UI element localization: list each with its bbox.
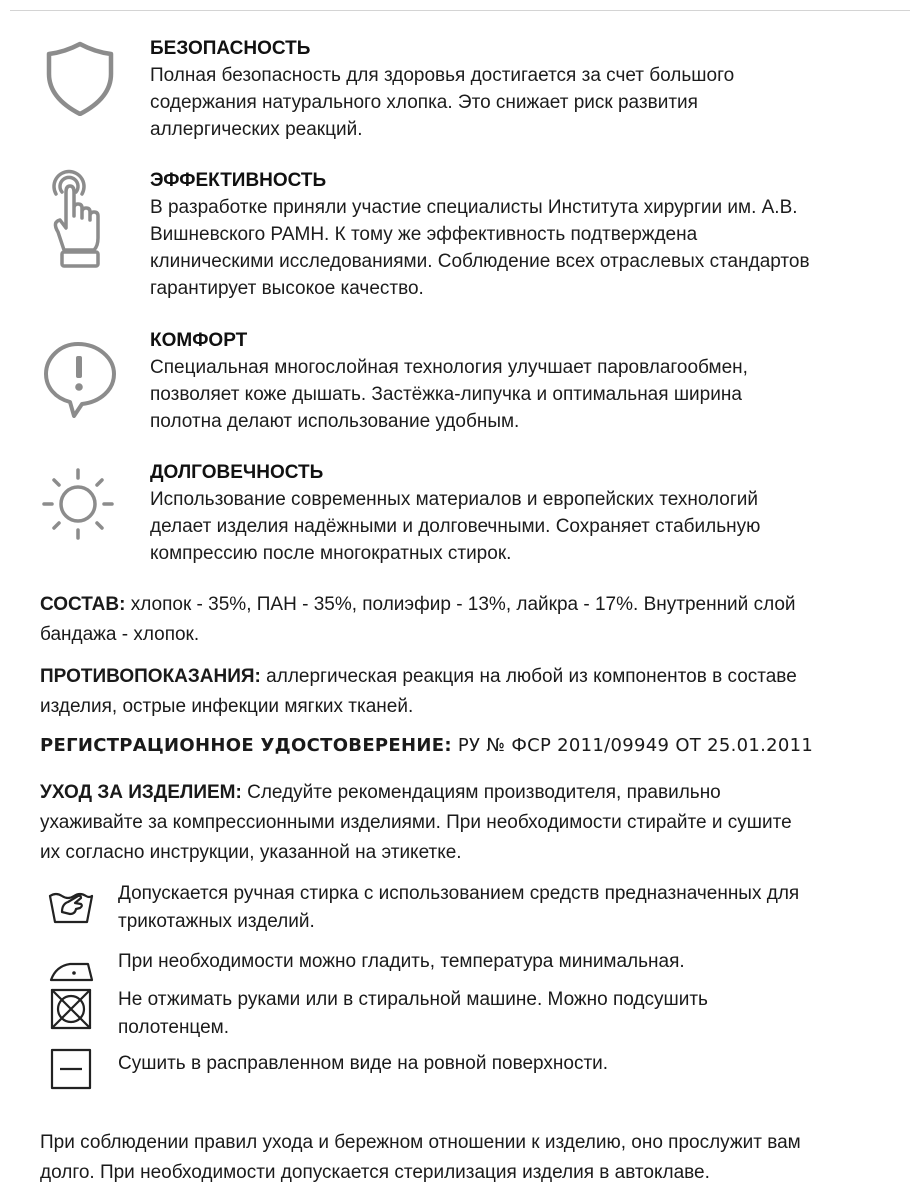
feature-title: ЭФФЕКТИВНОСТЬ [150,170,327,191]
composition-text: бандажа - хлопок. [40,624,200,645]
composition-text: хлопок - 35%, ПАН - 35%, полиэфир - 13%, лайкра - 17%. Внутренний слой [125,594,796,615]
speech-exclamation-icon [40,338,120,418]
hand-pointer-icon [40,166,120,270]
care-block [40,778,880,868]
shield-icon [40,36,120,116]
feature-line: В разработке приняли участие специалисты Института хирургии им. А.В. [150,197,798,218]
care-item-text: Не отжимать руками или в стиральной машине. Можно подсушить [118,989,708,1010]
final-note-line: долго. При необходимости допускается стерилизация изделия в автоклаве. [40,1162,710,1183]
registration-value: РУ № ФСР 2011/09949 ОТ 25.01.2011 [451,735,814,756]
registration-label: РЕГИСТРАЦИОННОЕ УДОСТОВЕРЕНИЕ: [40,735,452,756]
do-not-wring-icon [48,986,94,1032]
feature-title: БЕЗОПАСНОСТЬ [150,38,311,59]
dry-flat-icon [48,1046,94,1092]
top-divider [10,10,910,11]
feature-line: Полная безопасность для здоровья достигается за счет большого [150,65,735,86]
feature-line: клиническими исследованиями. Соблюдение всех отраслевых стандартов [150,251,810,272]
feature-line: Специальная многослойная технология улучшает паровлагообмен, [150,357,748,378]
composition-label: СОСТАВ: [40,594,126,615]
registration-line [40,735,813,756]
contraindications-block [40,662,880,722]
feature-line: аллергических реакций. [150,119,363,140]
composition-block [40,590,880,650]
feature-line: компрессию после многократных стирок. [150,543,512,564]
care-item-text: полотенцем. [118,1017,230,1038]
care-text: их согласно инструкции, указанной на этикетке. [40,842,462,863]
final-note-line: При соблюдении правил ухода и бережном отношении к изделию, оно прослужит вам [40,1132,801,1153]
feature-line: позволяет коже дышать. Застёжка-липучка и оптимальная ширина [150,384,742,405]
feature-line: содержания натурального хлопка. Это снижает риск развития [150,92,698,113]
feature-line: делает изделия надёжными и долговечными. Сохраняет стабильную [150,516,761,537]
contraindications-text: аллергическая реакция на любой из компонентов в составе [260,666,797,687]
care-item-text: При необходимости можно гладить, температура минимальная. [118,951,685,972]
feature-line: полотна делают использование удобным. [150,411,520,432]
feature-line: гарантирует высокое качество. [150,278,424,299]
care-item-text: трикотажных изделий. [118,911,315,932]
care-label: УХОД ЗА ИЗДЕЛИЕМ: [40,782,242,803]
feature-title: КОМФОРТ [150,330,248,351]
contraindications-label: ПРОТИВОПОКАЗАНИЯ: [40,666,261,687]
contraindications-text: изделия, острые инфекции мягких тканей. [40,696,414,717]
care-item-text: Допускается ручная стирка с использованием средств предназначенных для [118,883,800,904]
care-text: ухаживайте за компрессионными изделиями. При необходимости стирайте и сушите [40,812,792,833]
care-text: Следуйте рекомендациям производителя, правильно [241,782,721,803]
final-note [40,1128,890,1188]
feature-line: Использование современных материалов и европейских технологий [150,489,759,510]
care-item-text: Сушить в расправленном виде на ровной поверхности. [118,1053,609,1074]
feature-title: ДОЛГОВЕЧНОСТЬ [150,462,324,483]
feature-line: Вишневского РАМН. К тому же эффективность подтверждена [150,224,698,245]
sun-icon [40,464,120,544]
hand-wash-icon [48,882,94,928]
